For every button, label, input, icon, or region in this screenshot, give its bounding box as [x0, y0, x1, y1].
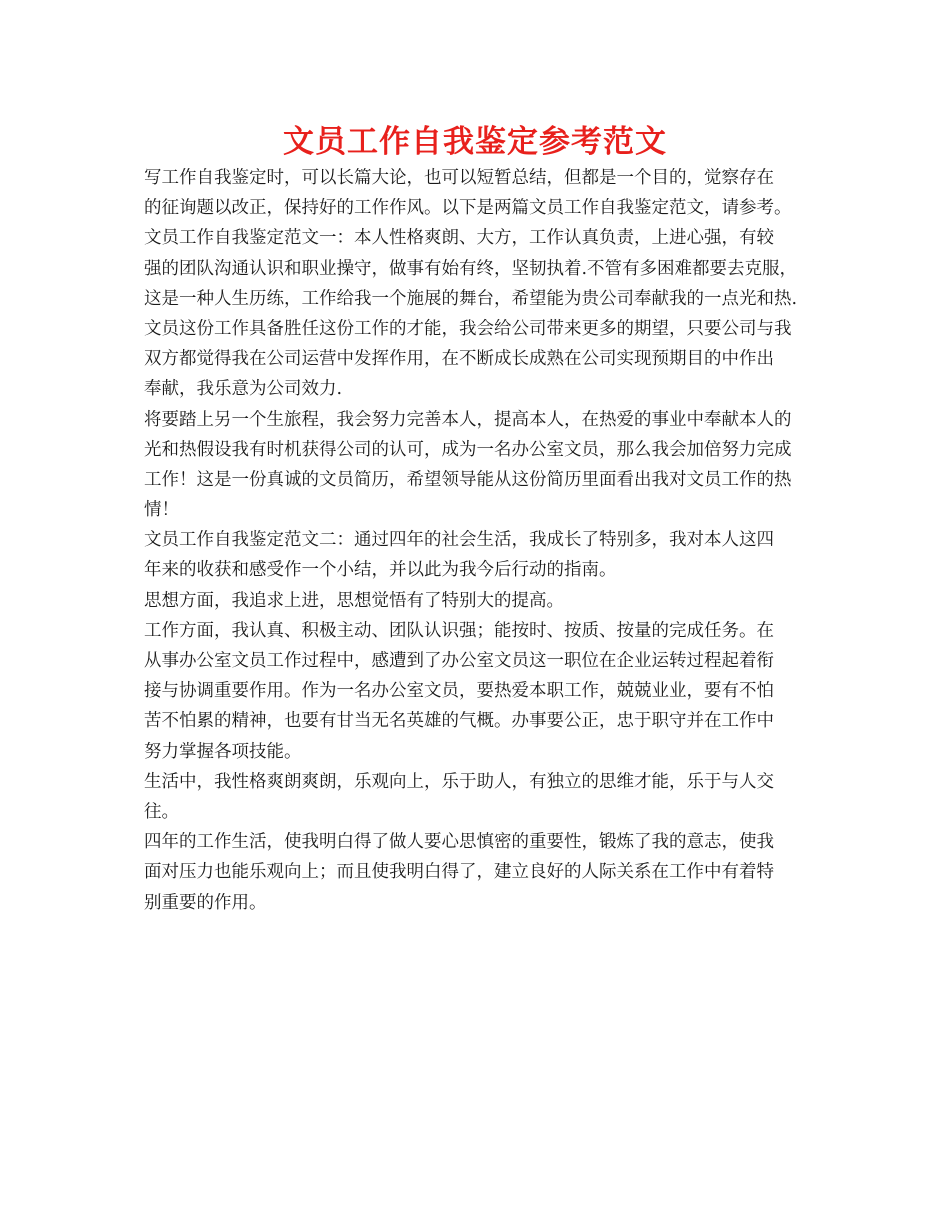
text-line: 将要踏上另一个生旅程，我会努力完善本人，提高本人，在热爱的事业中奉献本人的	[144, 409, 792, 430]
text-line: 从事办公室文员工作过程中，感遭到了办公室文员这一职位在企业运转过程起着衔	[144, 651, 774, 671]
text-line: 努力掌握各项技能。	[144, 741, 302, 762]
text-line: 接与协调重要作用。作为一名办公室文员，要热爱本职工作，兢兢业业，要有不怕	[144, 681, 774, 702]
text-line: 奉献，我乐意为公司效力.	[144, 379, 343, 400]
text-line: 情！	[144, 500, 179, 521]
text-line: 生活中，我性格爽朗爽朗，乐观向上，乐于助人，有独立的思维才能，乐于与人交	[144, 771, 774, 792]
text-line: 四年的工作生活，使我明白得了做人要心思慎密的重要性，锻炼了我的意志，使我	[144, 832, 774, 853]
text-line: 苦不怕累的精神，也要有甘当无名英雄的气概。办事要公正，忠于职守并在工作中	[144, 711, 774, 732]
text-line: 别重要的作用。	[144, 892, 267, 913]
text-line: 光和热假设我有时机获得公司的认可，成为一名办公室文员，那么我会加倍努力完成	[144, 439, 792, 460]
text-line: 面对压力也能乐观向上；而且使我明白得了，建立良好的人际关系在工作中有着特	[144, 862, 774, 883]
text-line: 年来的收获和感受作一个小结，并以此为我今后行动的指南。	[144, 560, 617, 581]
text-line: 文员这份工作具备胜任这份工作的才能，我会给公司带来更多的期望，只要公司与我	[144, 318, 792, 339]
text-line: 往。	[144, 801, 179, 822]
text-line: 工作！这是一份真诚的文员简历，希望领导能从这份简历里面看出我对文员工作的热	[144, 469, 792, 490]
text-line: 思想方面，我追求上进，思想觉悟有了特别大的提高。	[144, 590, 564, 611]
text-line: 工作方面，我认真、积极主动、团队认识强；能按时、按质、按量的完成任务。在	[144, 620, 774, 641]
text-line: 写工作自我鉴定时，可以长篇大论，也可以短暂总结，但都是一个目的，觉察存在	[144, 168, 774, 188]
text-line: 文员工作自我鉴定范文一：本人性格爽朗、大方，工作认真负责，上进心强，有较	[144, 228, 774, 249]
text-line: 的征询题以改正，保持好的工作作风。以下是两篇文员工作自我鉴定范文，请参考。	[144, 198, 792, 219]
text-line: 文员工作自我鉴定范文二：通过四年的社会生活，我成长了特别多，我对本人这四	[144, 530, 774, 551]
text-line: 双方都觉得我在公司运营中发挥作用，在不断成长成熟在公司实现预期目的中作出	[144, 349, 774, 370]
document-body	[144, 163, 816, 918]
document-title: 文员工作自我鉴定参考范文	[283, 124, 667, 160]
text-line: 这是一种人生历练，工作给我一个施展的舞台，希望能为贵公司奉献我的一点光和热.	[144, 288, 798, 309]
text-line: 强的团队沟通认识和职业操守，做事有始有终，坚韧执着.不管有多困难都要去克服，	[144, 258, 798, 279]
